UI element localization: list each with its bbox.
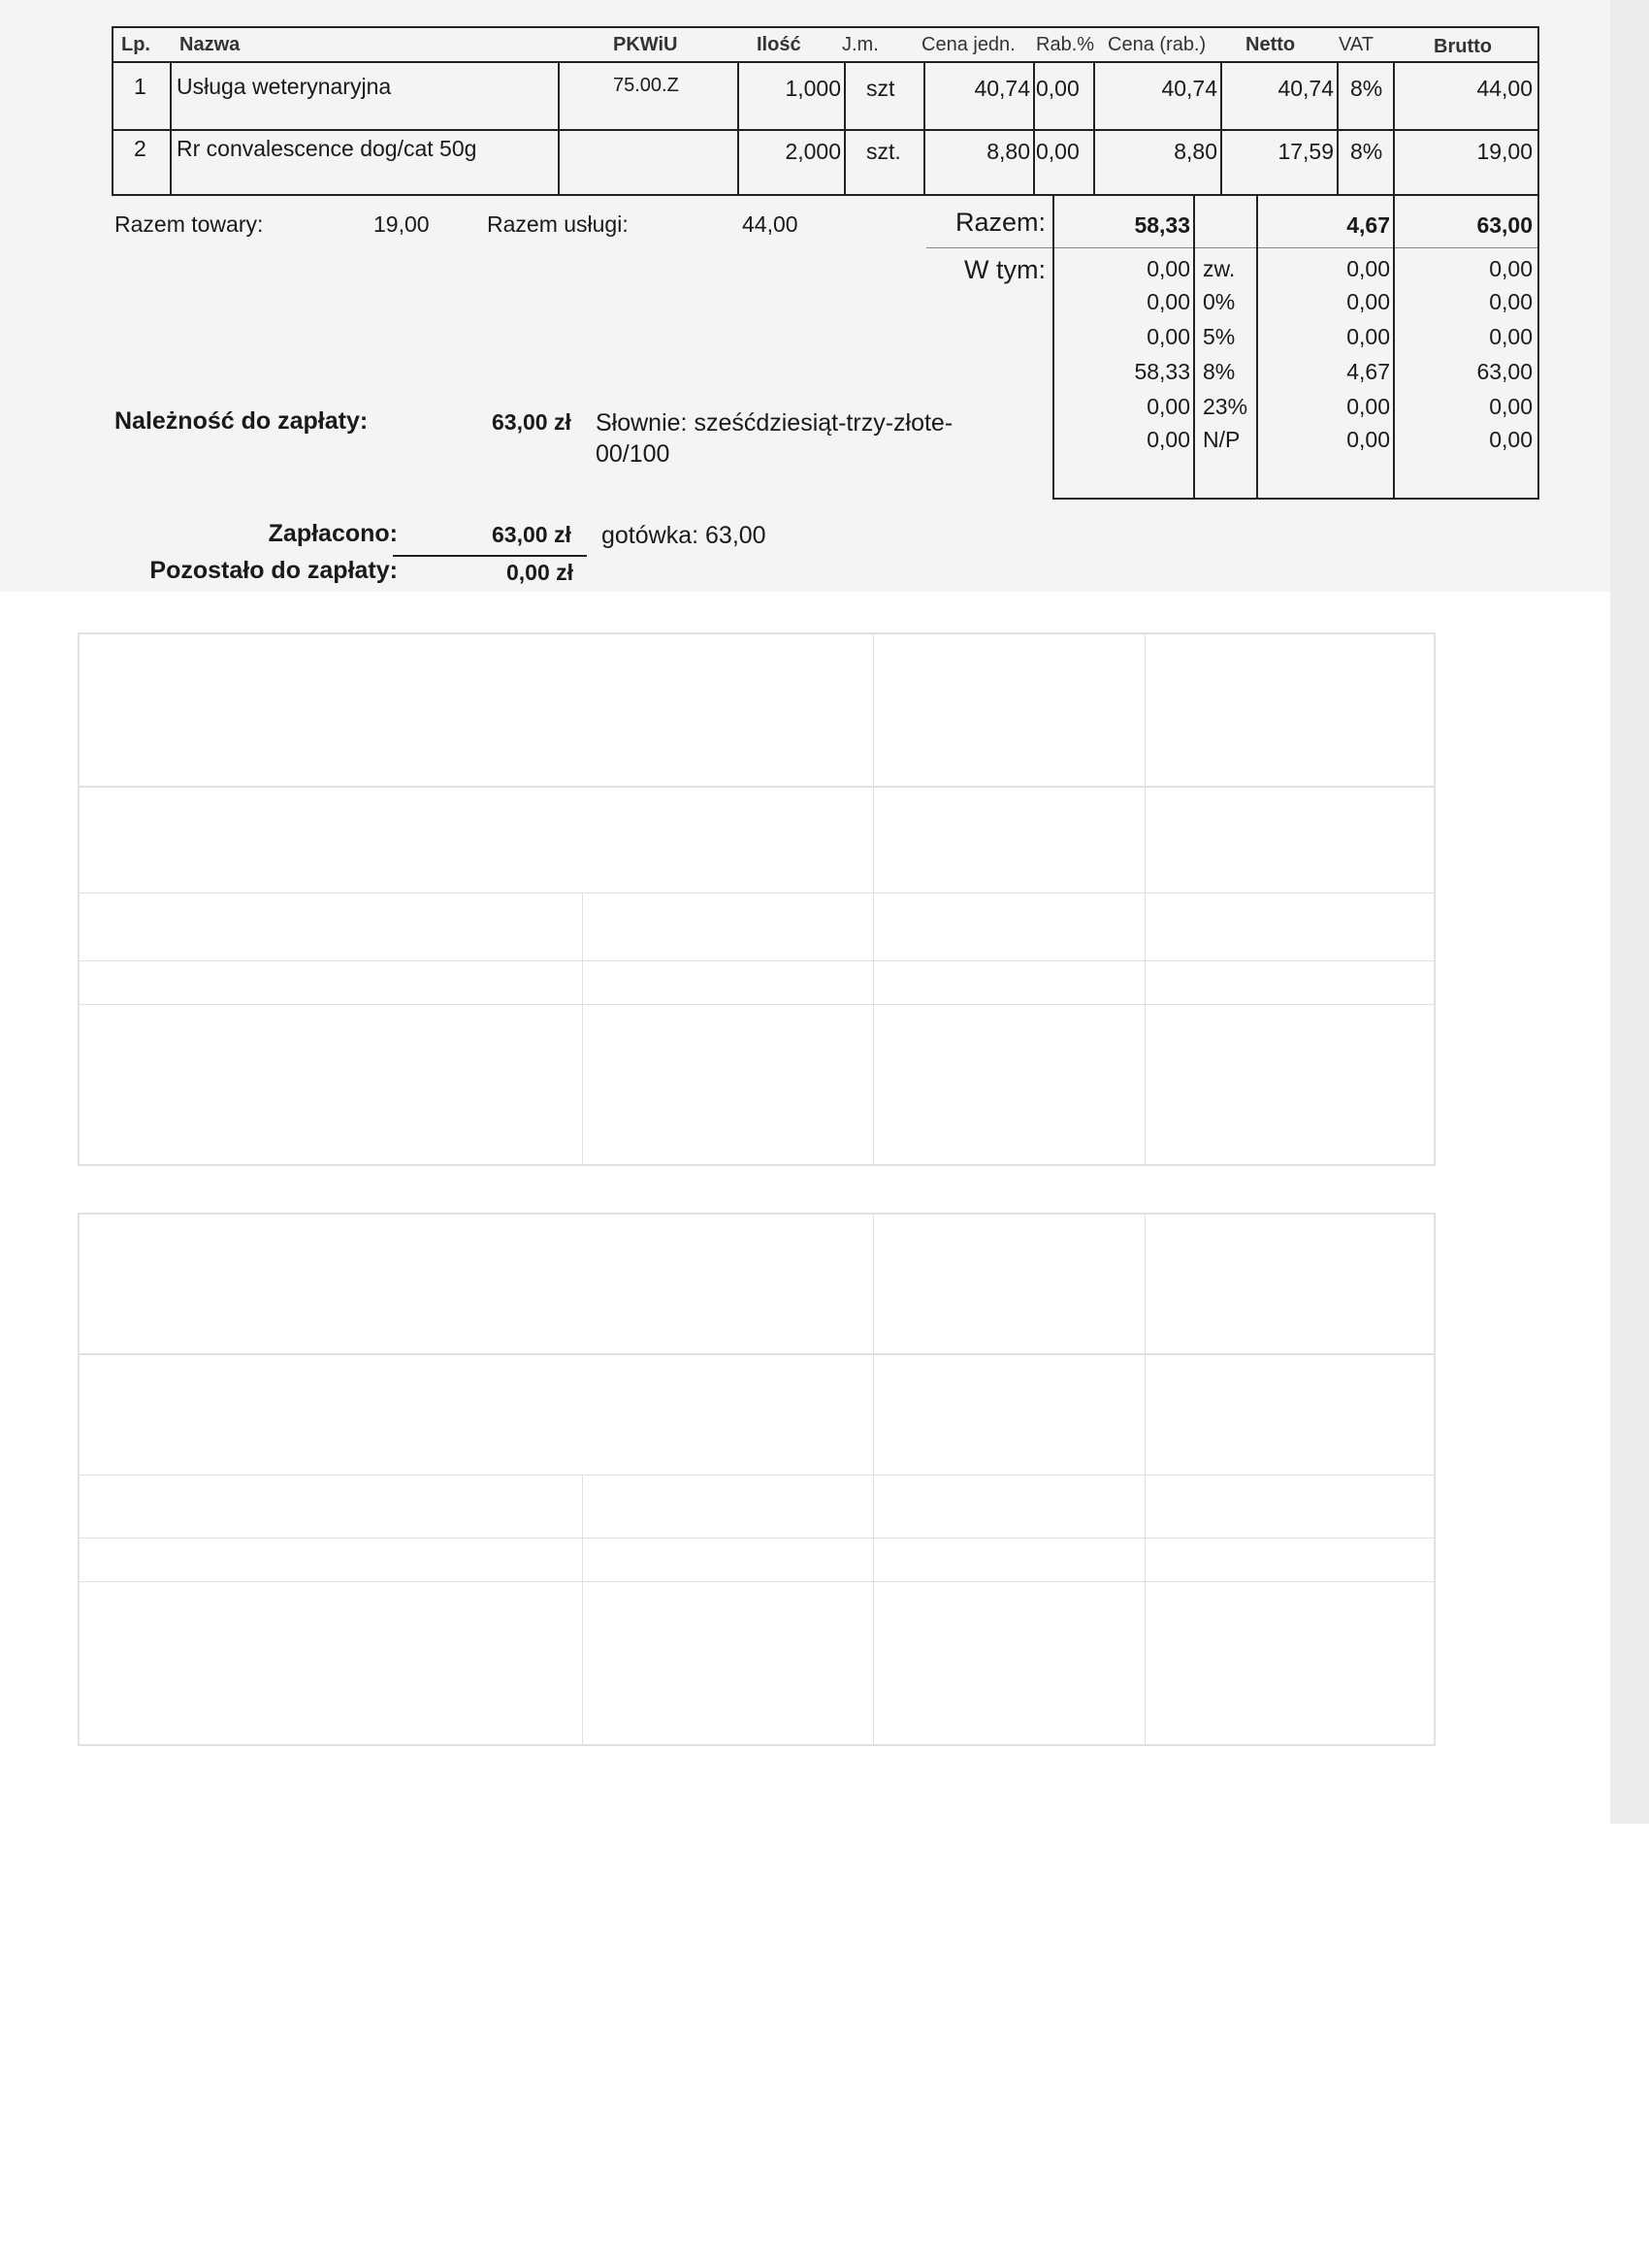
faint-line bbox=[582, 892, 583, 1164]
vat-row-brutto: 0,00 bbox=[1489, 394, 1533, 419]
header-netto: Netto bbox=[1245, 34, 1296, 55]
razem-label: Razem: bbox=[954, 208, 1046, 237]
vat-row-brutto: 0,00 bbox=[1489, 289, 1533, 314]
w-tym-label: W tym: bbox=[964, 255, 1046, 284]
vat-row-stawka: 5% bbox=[1203, 324, 1236, 349]
vat-row-netto: 58,33 bbox=[1134, 359, 1190, 384]
rule bbox=[844, 61, 846, 196]
cell-netto: 40,74 bbox=[1277, 76, 1334, 101]
cell-brutto: 19,00 bbox=[1476, 139, 1533, 164]
header-ilosc: Ilość bbox=[757, 34, 801, 55]
cell-vat: 8% bbox=[1350, 139, 1383, 164]
razem-brutto: 63,00 bbox=[1476, 212, 1533, 238]
naleznosc-label: Należność do zapłaty: bbox=[114, 407, 369, 435]
vat-row-brutto: 0,00 bbox=[1489, 427, 1533, 452]
vat-row-vat: 0,00 bbox=[1346, 427, 1390, 452]
rule bbox=[1337, 61, 1339, 196]
cell-brutto: 44,00 bbox=[1476, 76, 1533, 101]
vat-row-netto: 0,00 bbox=[1147, 289, 1190, 314]
rule bbox=[1193, 194, 1195, 500]
header-rab: Rab.% bbox=[1036, 34, 1095, 55]
cell-lp: 2 bbox=[134, 136, 146, 161]
vat-row-netto: 0,00 bbox=[1147, 256, 1190, 281]
zaplacono-label: Zapłacono: bbox=[268, 520, 398, 547]
faint-line bbox=[78, 892, 1436, 893]
rule bbox=[1052, 498, 1539, 500]
vat-row-stawka: zw. bbox=[1203, 256, 1236, 281]
header-lp: Lp. bbox=[121, 34, 150, 55]
vat-row-vat: 0,00 bbox=[1346, 289, 1390, 314]
faint-line bbox=[78, 1538, 1436, 1539]
cell-nazwa: Usługa weterynaryjna bbox=[177, 74, 392, 99]
faint-line bbox=[78, 1353, 1436, 1355]
faint-line bbox=[78, 1213, 1436, 1215]
rule bbox=[112, 26, 113, 196]
faint-line bbox=[78, 1004, 1436, 1005]
rule bbox=[1537, 26, 1539, 196]
cell-netto: 17,59 bbox=[1277, 139, 1334, 164]
header-jm: J.m. bbox=[842, 34, 879, 55]
zaplacono-value: 63,00 zł bbox=[492, 522, 571, 547]
razem-netto: 58,33 bbox=[1134, 212, 1190, 238]
cell-jm: szt. bbox=[866, 139, 901, 164]
slownie-line1: Słownie: sześćdziesiąt-trzy-złote- bbox=[596, 409, 954, 437]
faint-line bbox=[873, 1213, 874, 1744]
naleznosc-value: 63,00 zł bbox=[492, 409, 571, 435]
rule bbox=[112, 61, 1539, 63]
cell-lp: 1 bbox=[134, 74, 146, 99]
header-cena-jedn: Cena jedn. bbox=[922, 34, 1016, 55]
vat-row-brutto: 63,00 bbox=[1476, 359, 1533, 384]
rule bbox=[1256, 194, 1258, 500]
cell-cena-rab: 8,80 bbox=[1174, 139, 1217, 164]
faint-line bbox=[78, 1474, 1436, 1475]
vat-row-vat: 0,00 bbox=[1346, 324, 1390, 349]
razem-uslugi-value: 44,00 bbox=[742, 211, 798, 237]
vat-row-stawka: 0% bbox=[1203, 289, 1236, 314]
cell-cena-jedn: 8,80 bbox=[986, 139, 1030, 164]
faint-line bbox=[78, 1164, 1436, 1166]
rule bbox=[558, 61, 560, 196]
rule bbox=[926, 247, 1539, 248]
cell-rab: 0,00 bbox=[1036, 139, 1080, 164]
faint-line bbox=[78, 1744, 1436, 1746]
pozostalo-label: Pozostało do zapłaty: bbox=[149, 557, 398, 584]
gotowka: gotówka: 63,00 bbox=[601, 522, 766, 549]
faint-line bbox=[78, 786, 1436, 788]
rule bbox=[393, 555, 587, 557]
razem-towary-value: 19,00 bbox=[373, 211, 430, 237]
slownie-line2: 00/100 bbox=[596, 440, 670, 468]
faint-line bbox=[1434, 632, 1436, 1166]
cell-cena-rab: 40,74 bbox=[1161, 76, 1217, 101]
cell-ilosc: 1,000 bbox=[785, 76, 841, 101]
rule bbox=[112, 26, 1539, 28]
cell-cena-jedn: 40,74 bbox=[974, 76, 1030, 101]
vat-row-netto: 0,00 bbox=[1147, 324, 1190, 349]
razem-uslugi-label: Razem usługi: bbox=[487, 211, 629, 237]
cell-ilosc: 2,000 bbox=[785, 139, 841, 164]
cell-rab: 0,00 bbox=[1036, 76, 1080, 101]
faint-line bbox=[78, 632, 1436, 634]
rule bbox=[112, 194, 1539, 196]
cell-vat: 8% bbox=[1350, 76, 1383, 101]
faint-line bbox=[78, 1213, 80, 1746]
faint-line bbox=[582, 1474, 583, 1744]
header-cena-rab: Cena (rab.) bbox=[1108, 34, 1207, 55]
faint-line bbox=[873, 632, 874, 1164]
faint-line bbox=[78, 960, 1436, 961]
vat-row-vat: 4,67 bbox=[1346, 359, 1390, 384]
header-nazwa: Nazwa bbox=[179, 34, 241, 55]
faint-line bbox=[78, 632, 80, 1166]
vat-row-vat: 0,00 bbox=[1346, 394, 1390, 419]
rule bbox=[170, 61, 172, 196]
cell-nazwa: Rr convalescence dog/cat 50g bbox=[177, 136, 477, 161]
faint-line bbox=[1434, 1213, 1436, 1746]
header-vat: VAT bbox=[1339, 34, 1374, 55]
faint-line bbox=[78, 1581, 1436, 1582]
vat-row-vat: 0,00 bbox=[1346, 256, 1390, 281]
pozostalo-value: 0,00 zł bbox=[506, 560, 574, 585]
vat-row-stawka: N/P bbox=[1203, 427, 1241, 452]
header-brutto: Brutto bbox=[1434, 36, 1492, 57]
rule bbox=[1537, 194, 1539, 500]
cell-jm: szt bbox=[866, 76, 895, 101]
vat-row-stawka: 23% bbox=[1203, 394, 1248, 419]
rule bbox=[112, 129, 1539, 131]
vat-row-stawka: 8% bbox=[1203, 359, 1236, 384]
faint-line bbox=[1145, 632, 1146, 1164]
rule bbox=[1052, 194, 1054, 500]
razem-towary-label: Razem towary: bbox=[114, 211, 264, 237]
header-pkwiu: PKWiU bbox=[613, 34, 678, 55]
vat-row-brutto: 0,00 bbox=[1489, 324, 1533, 349]
vat-row-brutto: 0,00 bbox=[1489, 256, 1533, 281]
cell-pkwiu: 75.00.Z bbox=[613, 75, 679, 96]
rule bbox=[1033, 61, 1035, 196]
vat-row-netto: 0,00 bbox=[1147, 427, 1190, 452]
vat-row-netto: 0,00 bbox=[1147, 394, 1190, 419]
faint-line bbox=[1145, 1213, 1146, 1744]
scan-edge bbox=[1610, 0, 1649, 1824]
razem-vat: 4,67 bbox=[1346, 212, 1390, 238]
